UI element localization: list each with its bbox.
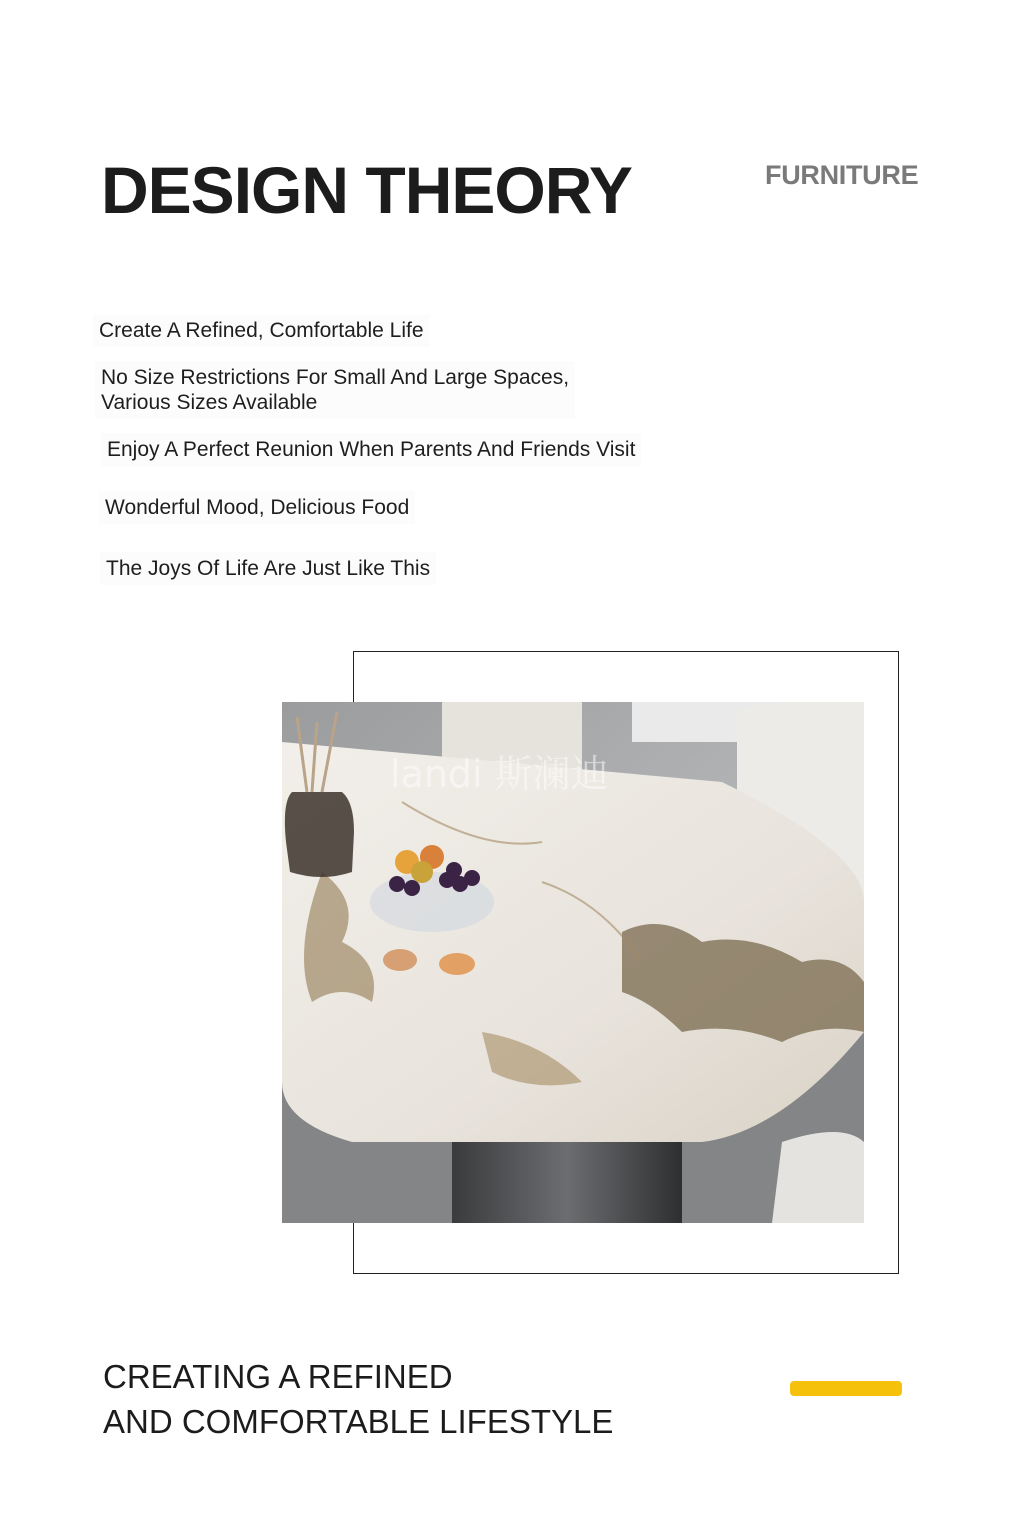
- feature-item: Wonderful Mood, Delicious Food: [99, 491, 415, 524]
- feature-item: The Joys Of Life Are Just Like This: [100, 552, 436, 585]
- feature-line: Various Sizes Available: [101, 391, 318, 414]
- page-title: DESIGN THEORY: [101, 153, 632, 227]
- feature-item: [95, 361, 575, 419]
- footer-headline-line: CREATING A REFINED: [103, 1358, 453, 1395]
- footer-headline-line: AND COMFORTABLE LIFESTYLE: [103, 1403, 614, 1440]
- accent-bar: [790, 1381, 902, 1396]
- watermark-text: landi 斯澜迪: [390, 752, 609, 796]
- category-label: FURNITURE: [765, 160, 919, 190]
- feature-line: No Size Restrictions For Small And Large Spaces,: [101, 366, 570, 389]
- feature-item: Enjoy A Perfect Reunion When Parents And Friends Visit: [101, 433, 641, 466]
- product-photo: [282, 702, 864, 1223]
- feature-item: Create A Refined, Comfortable Life: [93, 314, 430, 347]
